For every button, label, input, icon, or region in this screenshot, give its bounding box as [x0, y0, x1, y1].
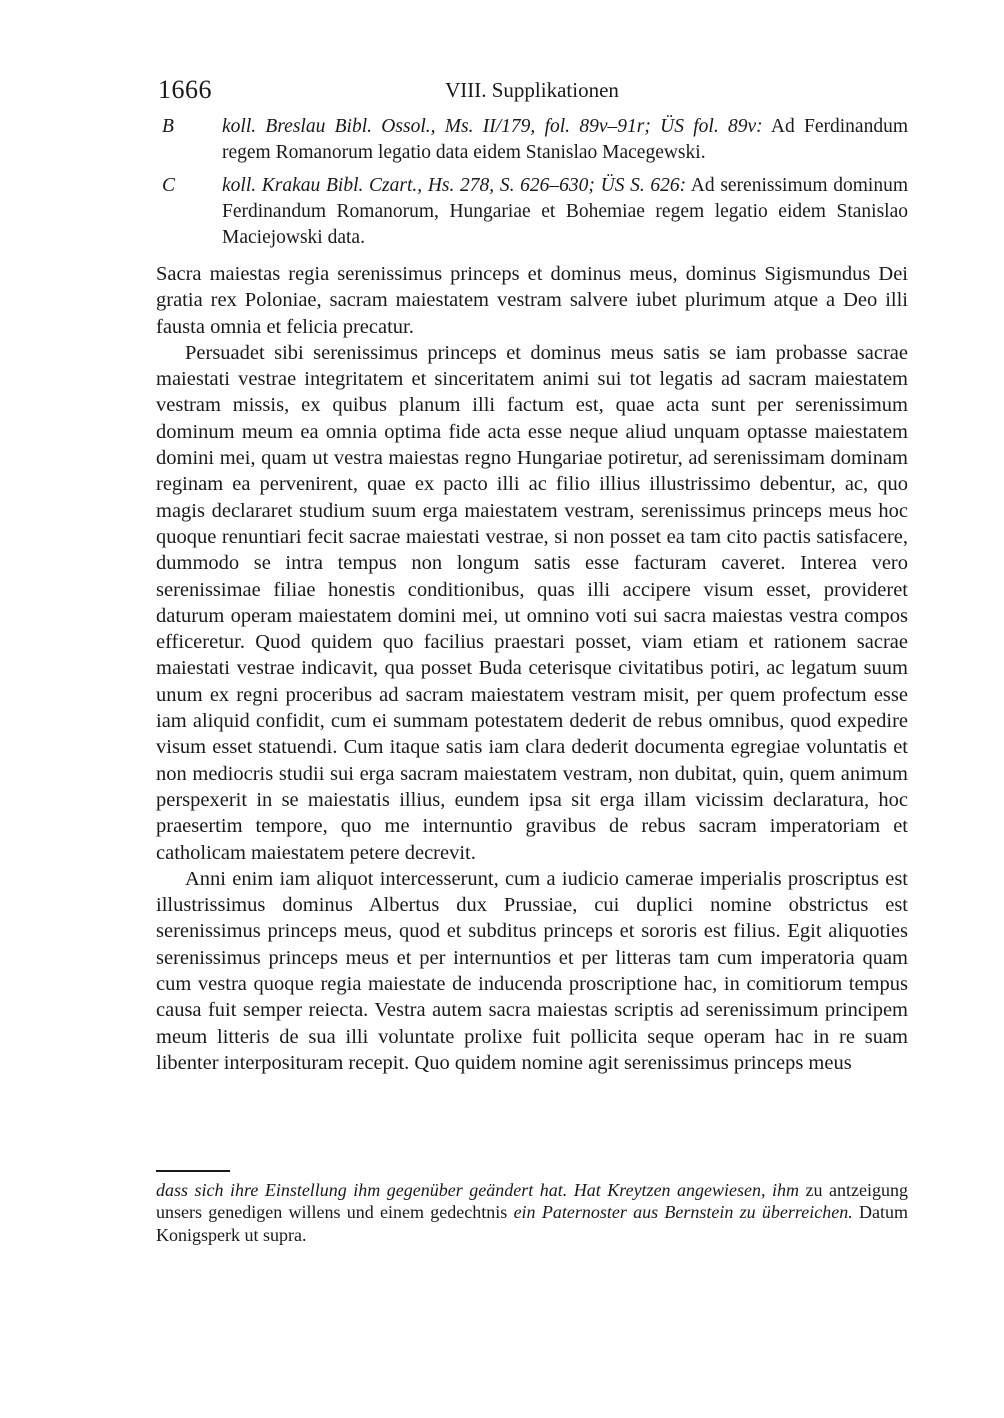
paragraph-salutation: Sacra maiestas regia serenissimus princeps et dominus meus, dominus Sigismundus Dei gratia rex Poloniae, sacram maiestatem vestram salvere iubet plurimum atque a Deo illi fausta omnia et felicia precatur. — [156, 263, 908, 338]
apparatus-source-b: koll. Breslau Bibl. Ossol., Ms. II/179, fol. 89v–91r; ÜS fol. 89v: — [222, 116, 763, 137]
apparatus-section — [156, 114, 908, 251]
footnote-segment-italic-1: dass sich ihre Einstellung ihm gegenüber geändert hat. Hat Kreytzen angewiesen, ihm — [156, 1180, 800, 1200]
footnote-segment-roman-2: Datum Konigsperk ut supra. — [156, 1202, 908, 1245]
main-text — [156, 261, 908, 1076]
apparatus-source-c: koll. Krakau Bibl. Czart., Hs. 278, S. 626–630; ÜS S. 626: — [222, 175, 687, 196]
paragraph-persuadet: Persuadet sibi serenissimus princeps et dominus meus satis se iam probasse sacrae maiestati vestrae integritatem et sinceritatem animi sui tot legatis ad sacram maiestatem vestram missis, ex quibus planum illi factum est, quae acta sunt per serenissimum dominum meum ea omnia optima fide acta esse neque aliud unquam optasse maiestatem domini mei, quam ut vestra maiestas regno Hungariae potiretur, ad serenissimam dominam reginam ea pervenirent, quae ex pacto illi ac filio illius illustrissimo debentur, ac, quo magis declararet studium suum erga maiestatem vestram, serenissimus princeps meus hoc quoque renuntiari fecit sacrae maiestati vestrae, si non posset ea tam cito pactis satisfacere, dummodo se intra tempus non longum satis esse facturam caveret. Interea vero serenissimae filiae honestis conditionibus, quas illi accipere visum esset, provideret daturum operam maiestatem domini mei, ut omnino voti sui sacra maiestas vestra compos efficeretur. Quod quidem quo facilius praestari posset, viam etiam et rationem sacrae maiestati vestrae indicavit, qua posset Buda ceterisque civitatibus potiri, ac legatum suum unum ex regni proceribus ad sacram maiestatem vestram misit, per quem profectum esse iam aliquid confidit, cum ei summam potestatem dederit de rebus omnibus, quod expedire visum esset statuendi. Cum itaque satis iam clara dederit documenta egregiae voluntatis et non mediocris studii sui erga sacram maiestatem vestram, non dubitat, quin, quem animum perspexerit in se maiestatis illius, eundem ipsa sit erga illam vicissim declaratura, hoc praesertim tempore, quo me internuntio gravibus de rebus sacram imperatoriam et catholicam maiestatem petere decrevit. — [156, 341, 908, 864]
apparatus-entry-c — [156, 173, 908, 251]
apparatus-description-c: Ad serenissimum dominum Ferdinandum Romanorum, Hungariae et Bohemiae regem legatio eidem Stanislao Maciejowski data. — [222, 175, 908, 248]
footnote-rule — [156, 1170, 230, 1172]
footnote-section — [156, 1170, 908, 1246]
page-header — [156, 74, 908, 106]
page-number: 1666 — [158, 75, 212, 104]
footnote-segment-roman-1: zu antzeigung unsers genedigen willens und einem gedechtnis — [156, 1180, 908, 1223]
apparatus-entry-b — [156, 114, 908, 166]
footnote-segment-italic-2: ein Paternoster aus Bernstein zu überreichen. — [513, 1202, 853, 1223]
running-header: VIII. Supplikationen — [445, 78, 619, 102]
paragraph-anni-enim: Anni enim iam aliquot intercesserunt, cum a iudicio camerae imperialis proscriptus est illustrissimus dominus Albertus dux Prussiae, cui duplici nomine obstrictus est serenissimus princeps meus, quod et subditus princeps et sororis est filius. Egit aliquoties serenissimus princeps meus et per internuntios et per litteras tam cum imperatoria quam cum vestra quoque regia maiestate de inducenda proscriptione hac, in comitiorum tempus causa fuit semper reiecta. Vestra autem sacra maiestas scriptis ad serenissimum principem meum litteris de sua illi voluntate prolixe fuit pollicita seque operam hac in re suam libenter interposituram recepit. Quo quidem nomine agit serenissimus princeps meus — [156, 867, 908, 1074]
apparatus-description-b: Ad Ferdinandum regem Romanorum legatio data eidem Stanislao Macegewski. — [222, 116, 908, 163]
apparatus-siglum-b: B — [162, 116, 174, 137]
footnote-text — [156, 1179, 908, 1246]
apparatus-siglum-c: C — [162, 175, 176, 196]
